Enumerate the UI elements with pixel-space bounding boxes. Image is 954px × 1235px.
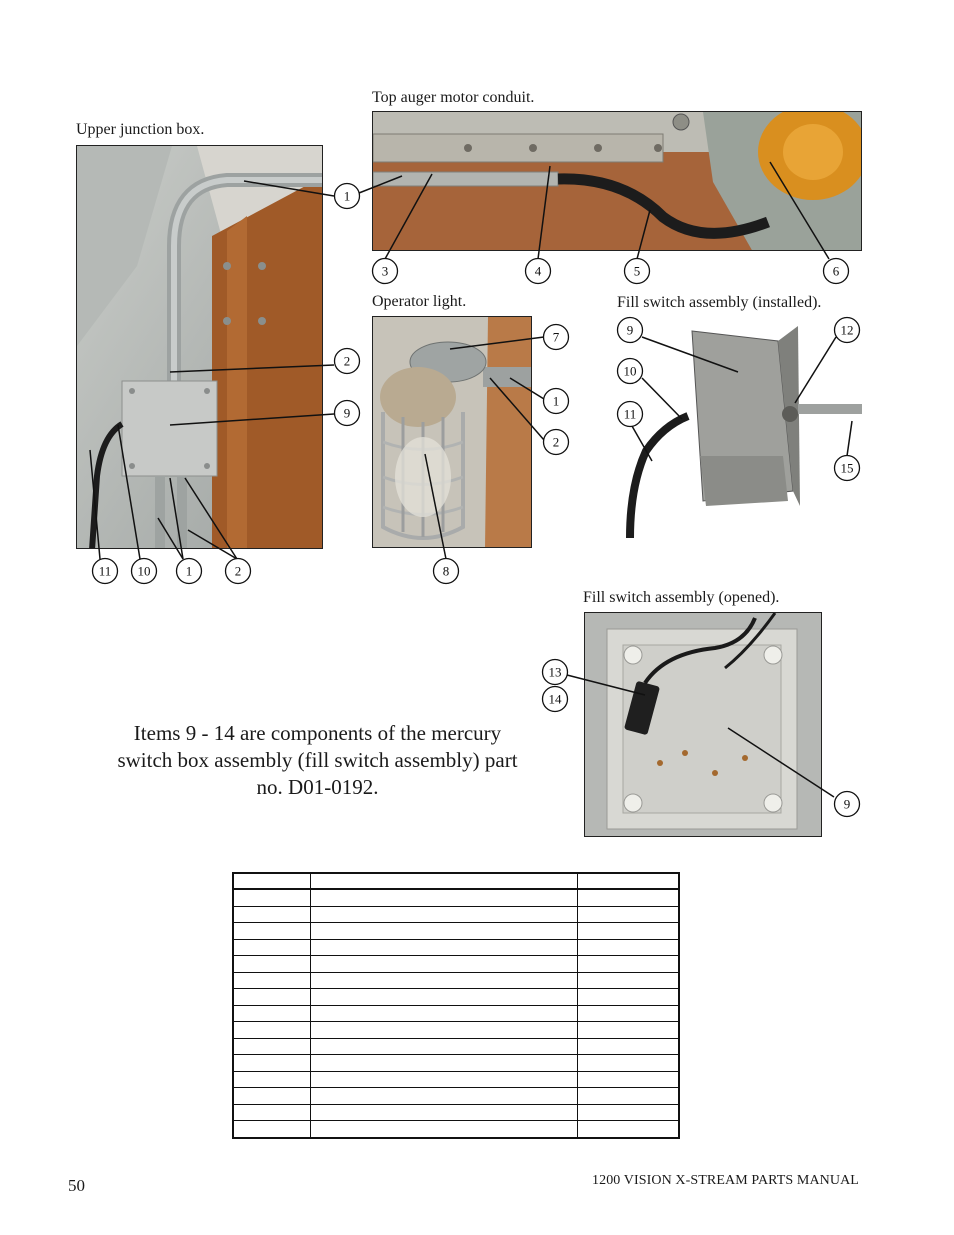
table-cell [578, 989, 680, 1006]
parts-table [232, 872, 680, 1139]
table-cell [578, 923, 680, 940]
callout-label: 14 [548, 691, 562, 707]
table-row [233, 956, 679, 973]
callout-label: 7 [552, 329, 560, 345]
table-row [233, 889, 679, 906]
callout-label: 4 [534, 263, 542, 279]
table-row [233, 1071, 679, 1088]
table-cell [578, 889, 680, 906]
table-cell [233, 1022, 311, 1039]
callout-label: 1 [552, 393, 560, 409]
table-row [233, 1088, 679, 1105]
table-cell [233, 889, 311, 906]
assembly-note-line-1: Items 9 - 14 are components of the mercury [133, 721, 502, 745]
table-cell [311, 939, 578, 956]
table-cell [578, 906, 680, 923]
table-cell [311, 1121, 578, 1138]
table-cell [311, 889, 578, 906]
assembly-note-line-3: no. D01-0192. [256, 775, 379, 799]
table-cell [233, 1055, 311, 1072]
table-row [233, 1038, 679, 1055]
table-cell [578, 1071, 680, 1088]
table-cell [311, 1088, 578, 1105]
table-cell [578, 1055, 680, 1072]
callout-label: 10 [137, 563, 151, 579]
table-cell [311, 923, 578, 940]
header-cell [233, 873, 311, 889]
table-cell [578, 956, 680, 973]
table-cell [311, 1055, 578, 1072]
table-cell [578, 1005, 680, 1022]
table-row [233, 923, 679, 940]
table-cell [578, 1038, 680, 1055]
table-cell [578, 1104, 680, 1121]
callout-label: 11 [98, 563, 112, 579]
table-cell [233, 1104, 311, 1121]
callout-label: 11 [623, 406, 637, 422]
table-cell [578, 1121, 680, 1138]
table-cell [233, 1038, 311, 1055]
table-cell [578, 939, 680, 956]
table-cell [578, 1088, 680, 1105]
caption-fill-switch-opened: Fill switch assembly (opened). [583, 589, 780, 606]
table-cell [578, 972, 680, 989]
callout-label: 2 [343, 353, 351, 369]
callout-label: 9 [343, 405, 351, 421]
callout-label: 6 [832, 263, 840, 279]
table-row [233, 1022, 679, 1039]
table-cell [233, 906, 311, 923]
table-row [233, 989, 679, 1006]
table-row [233, 939, 679, 956]
page-number: 50 [68, 1176, 85, 1195]
table-cell [311, 1104, 578, 1121]
assembly-note-line-2: switch box assembly (fill switch assembly) part [117, 748, 518, 772]
callout-label: 9 [626, 322, 634, 338]
caption-top-auger-motor-conduit: Top auger motor conduit. [372, 89, 535, 106]
table-cell [311, 1038, 578, 1055]
table-cell [233, 923, 311, 940]
table-cell [233, 1071, 311, 1088]
table-header-row [233, 873, 679, 889]
callout-label: 12 [840, 322, 854, 338]
callout-label: 1 [185, 563, 193, 579]
callout-label: 3 [381, 263, 389, 279]
table-cell [233, 1121, 311, 1138]
table-row [233, 906, 679, 923]
callout-label: 13 [548, 664, 562, 680]
header-cell [311, 873, 578, 889]
assembly-note [100, 720, 535, 801]
table-cell [233, 956, 311, 973]
table-cell [233, 939, 311, 956]
table-cell [311, 1022, 578, 1039]
table-cell [233, 972, 311, 989]
callout-label: 10 [623, 363, 637, 379]
caption-upper-junction-box: Upper junction box. [76, 121, 205, 138]
table-cell [311, 1005, 578, 1022]
callout-label: 8 [442, 563, 450, 579]
table-cell [311, 1071, 578, 1088]
callout-label: 2 [552, 434, 560, 450]
caption-operator-light: Operator light. [372, 293, 467, 310]
table-cell [311, 972, 578, 989]
table-row [233, 1005, 679, 1022]
callout-label: 9 [843, 796, 851, 812]
manual-title: 1200 VISION X-STREAM PARTS MANUAL [592, 1173, 859, 1188]
table-cell [233, 1005, 311, 1022]
table-row [233, 1121, 679, 1138]
table-cell [311, 956, 578, 973]
callout-label: 15 [840, 460, 854, 476]
table-cell [233, 989, 311, 1006]
table-row [233, 1104, 679, 1121]
table-row [233, 1055, 679, 1072]
table-cell [311, 906, 578, 923]
callout-label: 5 [633, 263, 641, 279]
table-cell [311, 989, 578, 1006]
callout-label: 1 [343, 188, 351, 204]
table-cell [233, 1088, 311, 1105]
table-row [233, 972, 679, 989]
table-cell [578, 1022, 680, 1039]
header-cell [578, 873, 680, 889]
callout-label: 2 [234, 563, 242, 579]
caption-fill-switch-installed: Fill switch assembly (installed). [617, 294, 822, 311]
